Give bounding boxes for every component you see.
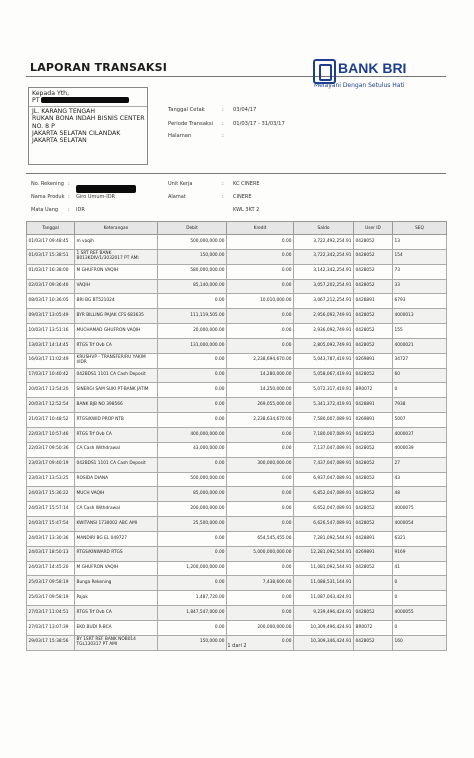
cell-user-id: 0428052 [354, 635, 393, 650]
cell-user-id: 0428052 [354, 606, 393, 621]
cell-debit: 0.00 [158, 576, 227, 591]
cell-tanggal: 17/03/17 10:40:42 [27, 368, 75, 383]
report-title: LAPORAN TRANSAKSI [30, 61, 168, 74]
cell-tanggal: 23/03/17 09:40:19 [27, 457, 75, 472]
table-row [27, 413, 447, 428]
cell-seq: 4000054 [393, 517, 447, 532]
cell-tanggal: 25/03/17 09:58:19 [27, 591, 75, 606]
cell-saldo: 3,057,202,254.91 [294, 279, 354, 294]
cell-debit: 0.00 [158, 368, 227, 383]
cell-keterangan: M GHUFRON VAQIH [75, 561, 158, 576]
table-row [27, 472, 447, 487]
cell-seq: 13 [393, 235, 447, 250]
table-row [27, 235, 447, 250]
cell-kredit: 10,010,000.00 [227, 294, 294, 309]
cell-keterangan: KRUSHVP - TRANSFER/RU YAKIM I/IDR [75, 353, 158, 368]
cell-keterangan: EKO BUDI R-BCA [75, 620, 158, 635]
cell-user-id: 0428891 [354, 398, 393, 413]
meta-separator: : [222, 121, 224, 127]
cell-user-id: 0428052 [354, 249, 393, 264]
cell-debit: 20,000,000.00 [158, 324, 227, 339]
cell-debit: 0.00 [158, 353, 227, 368]
cell-debit: 500,000,000.00 [158, 472, 227, 487]
cell-tanggal: 02/03/17 09:36:40 [27, 279, 75, 294]
column-header-debit: Debit [158, 222, 227, 235]
cell-tanggal: 20/03/17 12:52:54 [27, 398, 75, 413]
address-line: JAKARTA SELATAN CILANDAK [32, 130, 121, 138]
cell-tanggal: 01/03/17 16:38:00 [27, 264, 75, 279]
cell-saldo: 11,088,531,144.91 [294, 576, 354, 591]
cell-debit: 25,500,000.00 [158, 517, 227, 532]
cell-debit: 500,000,000.00 [158, 235, 227, 250]
cell-saldo: 6,852,047,089.91 [294, 487, 354, 502]
cell-saldo: 3,142,342,254.91 [294, 264, 354, 279]
cell-keterangan: BANK BJB NO 398566 [75, 398, 158, 413]
cell-user-id: 0428052 [354, 368, 393, 383]
cell-tanggal: 09/03/17 13:05:49 [27, 309, 75, 324]
cell-debit: 131,000,000.00 [158, 338, 227, 353]
cell-saldo: 12,281,092,544.91 [294, 546, 354, 561]
cell-seq: 33 [393, 279, 447, 294]
transaction-table [26, 221, 447, 651]
nama-produk-label: Nama Produk [31, 194, 65, 200]
meta-separator: : [222, 133, 224, 139]
cell-tanggal: 01/03/17 15:38:51 [27, 249, 75, 264]
salutation: Kepada Yth, [32, 90, 70, 97]
cell-user-id: 0428052 [354, 279, 393, 294]
cell-seq: 5007 [393, 413, 447, 428]
cell-seq: 9169 [393, 546, 447, 561]
table-row [27, 309, 447, 324]
cell-seq: 4000039 [393, 442, 447, 457]
address-line: JAKARTA SELATAN [32, 137, 87, 145]
table-row [27, 279, 447, 294]
cell-debit: 580,000,000.00 [158, 264, 227, 279]
tanggal-cetak-label: Tanggal Cetak [168, 107, 205, 113]
cell-saldo: 3,722,492,254.91 [294, 235, 354, 250]
cell-kredit: 0.00 [227, 249, 294, 264]
cell-keterangan: Pajak [75, 591, 158, 606]
cell-kredit: 0.00 [227, 472, 294, 487]
cell-seq: 41 [393, 561, 447, 576]
cell-seq: 4000037 [393, 427, 447, 442]
cell-saldo: 2,805,092,749.91 [294, 338, 354, 353]
cell-saldo: 2,936,092,749.91 [294, 324, 354, 339]
meta-separator: : [68, 181, 70, 187]
cell-saldo: 7,137,047,089.91 [294, 442, 354, 457]
cell-debit: 0.00 [158, 398, 227, 413]
cell-keterangan: MUCH VAQIH [75, 487, 158, 502]
cell-tanggal: 22/03/17 09:50:36 [27, 442, 75, 457]
cell-keterangan: 042BDS1 1101 CA Cash Deposit [75, 368, 158, 383]
cell-tanggal: 10/03/17 13:51:16 [27, 324, 75, 339]
cell-seq: 4000013 [393, 309, 447, 324]
cell-kredit: 0.00 [227, 235, 294, 250]
cell-kredit: 0.00 [227, 264, 294, 279]
cell-tanggal: 23/03/17 13:53:25 [27, 472, 75, 487]
cell-saldo: 10,309,496,424.91 [294, 620, 354, 635]
cell-kredit: 0.00 [227, 561, 294, 576]
cell-user-id: 0428052 [354, 472, 393, 487]
cell-keterangan: VAQIH [75, 279, 158, 294]
cell-tanggal: 16/03/17 11:02:49 [27, 353, 75, 368]
cell-keterangan: Bunga Rekening [75, 576, 158, 591]
cell-kredit: 0.00 [227, 427, 294, 442]
recipient-name-line [32, 97, 144, 104]
cell-saldo: 7,180,007,089.91 [294, 427, 354, 442]
unit-kerja-label: Unit Kerja [168, 181, 193, 187]
table-row [27, 457, 447, 472]
cell-tanggal: 13/03/17 14:14:45 [27, 338, 75, 353]
cell-tanggal: 22/03/17 10:57:46 [27, 427, 75, 442]
cell-tanggal: 24/03/17 18:50:13 [27, 546, 75, 561]
cell-tanggal: 24/03/17 15:36:22 [27, 487, 75, 502]
cell-user-id: 0428052 [354, 427, 393, 442]
cell-saldo: 3,067,212,254.91 [294, 294, 354, 309]
unit-kerja-value: KC CINERE [233, 181, 260, 187]
table-row [27, 487, 447, 502]
recipient-address-box [28, 87, 148, 165]
table-header-row [27, 222, 447, 235]
cell-seq: 0 [393, 383, 447, 398]
cell-debit: 0.00 [158, 457, 227, 472]
table-row [27, 546, 447, 561]
cell-debit: 0.00 [158, 620, 227, 635]
cell-user-id: 0428052 [354, 309, 393, 324]
periode-label: Periode Transaksi [168, 121, 214, 127]
cell-kredit: 0.00 [227, 442, 294, 457]
mata-uang-value: IDR [76, 207, 85, 213]
cell-keterangan: 042BDS1 1101 CA Cash Deposit [75, 457, 158, 472]
cell-tanggal: 29/03/17 15:38:56 [27, 635, 75, 650]
table-row [27, 324, 447, 339]
cell-seq: 0 [393, 620, 447, 635]
cell-keterangan: m vaqih [75, 235, 158, 250]
bank-tagline: Melayani Dengan Setulus Hati [314, 82, 405, 89]
cell-seq: 6793 [393, 294, 447, 309]
cell-kredit: 300,000,000.00 [227, 457, 294, 472]
cell-debit: 85,140,000.00 [158, 279, 227, 294]
table-row [27, 442, 447, 457]
cell-seq: 6321 [393, 531, 447, 546]
periode-value: 01/03/17 - 31/03/17 [233, 121, 285, 127]
cell-debit: 85,000,000.00 [158, 487, 227, 502]
cell-saldo: 7,437,047,089.91 [294, 457, 354, 472]
cell-keterangan: MANDIRI BG EL 049727 [75, 531, 158, 546]
cell-user-id: BR0072 [354, 383, 393, 398]
cell-saldo: 6,937,047,089.91 [294, 472, 354, 487]
cell-keterangan: RTGS Trf Ovb CA [75, 427, 158, 442]
cell-debit: 150,000.00 [158, 635, 227, 650]
mata-uang-label: Mata Uang [31, 207, 59, 213]
table-row [27, 383, 447, 398]
cell-user-id: 0269891 [354, 546, 393, 561]
cell-keterangan: 1 SRT REF BANK B013KDIV/1/3032017 PT AMI [75, 249, 158, 264]
column-header-seq: SEQ [393, 222, 447, 235]
cell-debit: 0.00 [158, 383, 227, 398]
meta-separator: : [68, 194, 70, 200]
cell-saldo: 9,239,496,424.91 [294, 606, 354, 621]
cell-user-id: 0428052 [354, 487, 393, 502]
cell-seq: 155 [393, 324, 447, 339]
table-row [27, 517, 447, 532]
cell-tanggal: 25/03/17 09:58:19 [27, 576, 75, 591]
cell-user-id: BR0072 [354, 620, 393, 635]
address-line: JL. KARANG TENGAH [29, 106, 147, 115]
cell-user-id: 0428891 [354, 294, 393, 309]
cell-saldo: 2,956,092,749.91 [294, 309, 354, 324]
cell-kredit: 0.00 [227, 487, 294, 502]
cell-tanggal: 24/03/17 14:45:20 [27, 561, 75, 576]
cell-kredit: 0.00 [227, 502, 294, 517]
cell-debit: 150,000.00 [158, 249, 227, 264]
cell-tanggal: 21/03/17 10:48:52 [27, 413, 75, 428]
column-header-saldo: Saldo [294, 222, 354, 235]
cell-debit: 43,000,000.00 [158, 442, 227, 457]
cell-debit: 0.00 [158, 413, 227, 428]
cell-keterangan: BRI BG BT521024 [75, 294, 158, 309]
cell-kredit: 0.00 [227, 517, 294, 532]
table-row [27, 502, 447, 517]
meta-separator: : [222, 107, 224, 113]
meta-separator: : [222, 194, 224, 200]
cell-kredit: 0.00 [227, 635, 294, 650]
cell-debit: 200,000,000.00 [158, 502, 227, 517]
cell-tanggal: 27/03/17 13:07:39 [27, 620, 75, 635]
cell-kredit: 2,238,634,670.00 [227, 413, 294, 428]
alamat-extra: KWL 3KT 2 [233, 207, 260, 213]
table-row [27, 368, 447, 383]
cell-kredit: 7,438,600.00 [227, 576, 294, 591]
cell-seq: 4000055 [393, 606, 447, 621]
cell-seq: 7938 [393, 398, 447, 413]
cell-saldo: 6,626,547,089.91 [294, 517, 354, 532]
cell-user-id: 0428052 [354, 264, 393, 279]
cell-user-id: 0269891 [354, 353, 393, 368]
cell-keterangan: MUCHAMAD GHUFRON VAQIH [75, 324, 158, 339]
cell-seq: 4000021 [393, 338, 447, 353]
cell-kredit: 14,250,000.00 [227, 383, 294, 398]
cell-user-id: 0428052 [354, 517, 393, 532]
cell-kredit: 200,000,000.00 [227, 620, 294, 635]
cell-user-id [354, 576, 393, 591]
cell-user-id: 0428052 [354, 235, 393, 250]
no-rekening-label: No. Rekening [31, 181, 64, 187]
cell-saldo: 5,058,067,419.91 [294, 368, 354, 383]
halaman-label: Halaman [168, 133, 192, 139]
table-row [27, 576, 447, 591]
cell-seq: 4000075 [393, 502, 447, 517]
nama-produk-value: Giro Umum-IDR [76, 194, 116, 200]
meta-separator: : [68, 207, 70, 213]
alamat-value: CINERE [233, 194, 252, 200]
cell-keterangan: RTGS Trf Ovb CA [75, 606, 158, 621]
bri-logo-icon [313, 59, 336, 84]
cell-kredit: 2,238,694,670.00 [227, 353, 294, 368]
cell-keterangan: KWITANSI 1730002 ABC AMI [75, 517, 158, 532]
cell-keterangan: RTGS Trf Ovb CA [75, 338, 158, 353]
table-row [27, 338, 447, 353]
cell-kredit: 5,000,000,000.00 [227, 546, 294, 561]
cell-seq: 160 [393, 635, 447, 650]
cell-saldo: 6,652,047,089.91 [294, 502, 354, 517]
cell-keterangan: BYR BILLING PAJAK CFS 683635 [75, 309, 158, 324]
cell-user-id [354, 591, 393, 606]
cell-seq: 0 [393, 576, 447, 591]
recipient-name-prefix: PT [32, 97, 40, 105]
address-line: NO. 8 P [32, 122, 55, 130]
table-row [27, 620, 447, 635]
cell-debit: 1,200,000,000.00 [158, 561, 227, 576]
cell-debit: 111,119,505.00 [158, 309, 227, 324]
cell-seq: 0 [393, 591, 447, 606]
cell-tanggal: 24/03/17 15:47:54 [27, 517, 75, 532]
cell-debit: 1,487,720.00 [158, 591, 227, 606]
cell-saldo: 11,087,043,424.91 [294, 591, 354, 606]
redacted-name [41, 97, 129, 103]
cell-seq: 73 [393, 264, 447, 279]
cell-seq: 154 [393, 249, 447, 264]
cell-saldo: 7,281,092,544.91 [294, 531, 354, 546]
page-indicator: 1 dari 2 [227, 643, 247, 649]
cell-saldo: 5,341,372,419.91 [294, 398, 354, 413]
cell-debit: 0.00 [158, 546, 227, 561]
cell-kredit: 14,280,000.00 [227, 368, 294, 383]
address-line: RUKAN BONA INDAH BISNIS CENTER [32, 115, 145, 123]
cell-user-id: 0428052 [354, 457, 393, 472]
cell-tanggal: 24/03/17 13:30:36 [27, 531, 75, 546]
meta-separator: : [222, 181, 224, 187]
bank-logo [311, 58, 461, 94]
cell-keterangan: SINERGI SAM SUKI PT-BANK JATIM [75, 383, 158, 398]
column-header-user-id: User ID [354, 222, 393, 235]
cell-keterangan: ROSIDA DIANA [75, 472, 158, 487]
cell-kredit: 0.00 [227, 279, 294, 294]
cell-kredit: 0.00 [227, 338, 294, 353]
cell-tanggal: 24/03/17 15:57:14 [27, 502, 75, 517]
cell-saldo: 10,309,346,424.91 [294, 635, 354, 650]
cell-kredit: 654,545,455.00 [227, 531, 294, 546]
cell-saldo: 5,072,317,419.91 [294, 383, 354, 398]
cell-seq: 34727 [393, 353, 447, 368]
cell-debit: 1,847,547,000.00 [158, 606, 227, 621]
cell-saldo: 5,043,787,419.91 [294, 353, 354, 368]
cell-seq: 60 [393, 368, 447, 383]
table-row [27, 353, 447, 368]
cell-user-id: 0428052 [354, 561, 393, 576]
table-row [27, 606, 447, 621]
bank-name: BANK BRI [338, 60, 407, 76]
cell-debit: 0.00 [158, 294, 227, 309]
cell-kredit: 0.00 [227, 606, 294, 621]
cell-kredit: 0.00 [227, 324, 294, 339]
cell-keterangan: RTGS/KWID PROP NTB [75, 413, 158, 428]
cell-tanggal: 08/03/17 10:36:05 [27, 294, 75, 309]
cell-user-id: 0428052 [354, 502, 393, 517]
cell-seq: 27 [393, 457, 447, 472]
tanggal-cetak-value: 03/04/17 [233, 107, 257, 113]
table-row [27, 294, 447, 309]
cell-tanggal: 20/03/17 13:54:20 [27, 383, 75, 398]
cell-keterangan: M GHUFRON VAQIH [75, 264, 158, 279]
table-row [27, 249, 447, 264]
table-row [27, 398, 447, 413]
alamat-label: Alamat [168, 194, 186, 200]
cell-saldo: 7,580,007,089.91 [294, 413, 354, 428]
cell-keterangan: CA Cash Withdrawal [75, 502, 158, 517]
cell-user-id: 0428052 [354, 442, 393, 457]
table-row [27, 264, 447, 279]
cell-seq: 48 [393, 487, 447, 502]
column-header-tanggal: Tanggal [27, 222, 75, 235]
cell-kredit: 0.00 [227, 309, 294, 324]
cell-user-id: 0269891 [354, 413, 393, 428]
table-row [27, 561, 447, 576]
cell-tanggal: 27/03/17 11:04:51 [27, 606, 75, 621]
column-header-kredit: Kredit [227, 222, 294, 235]
cell-user-id: 0428052 [354, 324, 393, 339]
cell-tanggal: 01/03/17 09:48:45 [27, 235, 75, 250]
section-divider [26, 173, 446, 174]
table-row [27, 591, 447, 606]
cell-kredit: 0.00 [227, 591, 294, 606]
cell-keterangan: CA Cash Withdrawal [75, 442, 158, 457]
column-header-keterangan: Keterangan [75, 222, 158, 235]
cell-seq: 43 [393, 472, 447, 487]
cell-saldo: 11,081,092,544.91 [294, 561, 354, 576]
cell-debit: 0.00 [158, 531, 227, 546]
cell-debit: 400,000,000.00 [158, 427, 227, 442]
cell-kredit: 269,055,000.00 [227, 398, 294, 413]
table-row [27, 531, 447, 546]
cell-keterangan: BY 1SRT REF BANK NOB014 TGL130317 PT AMI [75, 635, 158, 650]
cell-saldo: 3,722,342,254.91 [294, 249, 354, 264]
table-row [27, 427, 447, 442]
cell-user-id: 0428891 [354, 531, 393, 546]
cell-user-id: 0428052 [354, 338, 393, 353]
cell-keterangan: RTGS/KINWARD RTGS [75, 546, 158, 561]
